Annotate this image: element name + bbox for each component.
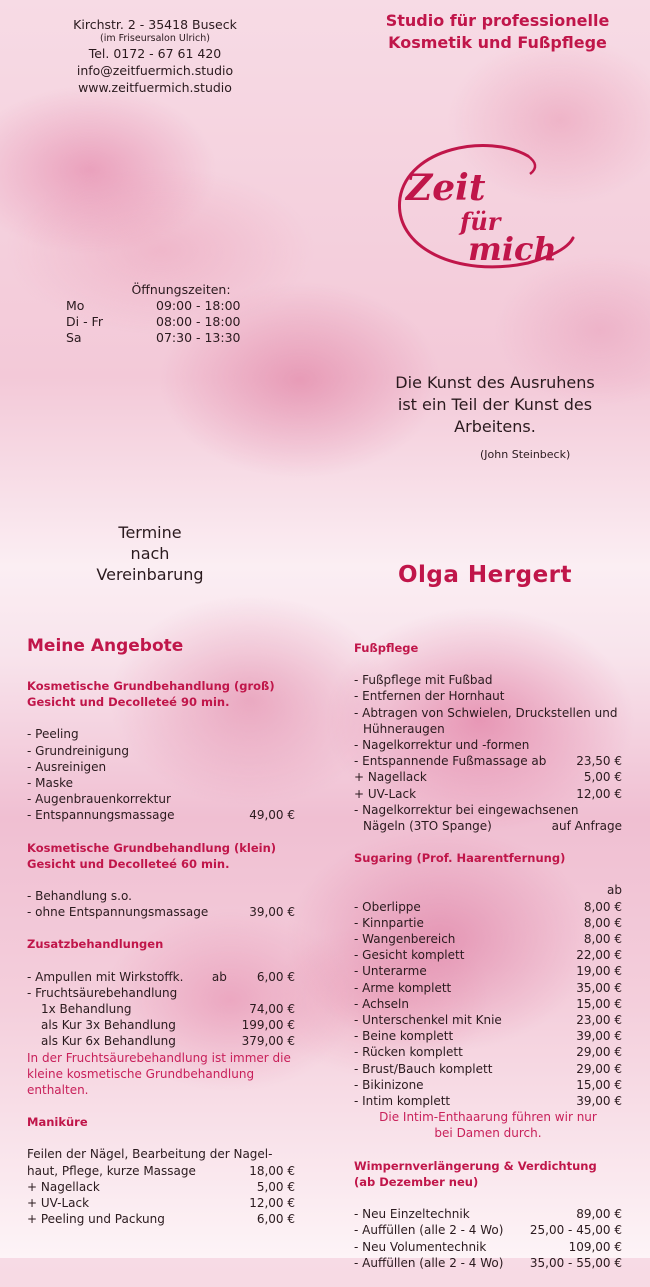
- item-name: haut, Pflege, kurze Massage: [27, 1163, 196, 1178]
- price-item: [354, 931, 622, 947]
- price-item: [354, 915, 622, 931]
- note-line: bei Damen durch.: [434, 1126, 542, 1141]
- price-item: [27, 1179, 295, 1195]
- price-item: [354, 818, 622, 834]
- appointment-note: [70, 522, 230, 585]
- item-price: 5,00 €: [256, 1179, 295, 1194]
- section-heading: [27, 840, 295, 872]
- logo-text: mich: [468, 230, 557, 268]
- item-price: 15,00 €: [576, 1077, 622, 1092]
- section-heading: [27, 936, 295, 952]
- appointment-line: nach: [130, 544, 170, 563]
- time: 07:30 - 13:30: [156, 330, 241, 345]
- item-price: 8,00 €: [583, 932, 622, 947]
- phone: Tel. 0172 - 67 61 420: [88, 46, 222, 61]
- item-name: - Entfernen der Hornhaut: [354, 689, 505, 704]
- item-price: 15,00 €: [576, 996, 622, 1011]
- price-item: [354, 1061, 622, 1077]
- section-list: [354, 640, 622, 1271]
- day: Mo: [66, 298, 85, 313]
- item-name: - Rücken komplett: [354, 1045, 463, 1060]
- item-list: [27, 969, 295, 1050]
- item-price: 29,00 €: [576, 1045, 622, 1060]
- item-name: - Oberlippe: [354, 899, 421, 914]
- item-name: - Fruchtsäurebehandlung: [27, 985, 178, 1000]
- item-price: 39,00 €: [576, 1029, 622, 1044]
- item-name: - Achseln: [354, 996, 409, 1011]
- item-name: - Fußpflege mit Fußbad: [354, 673, 493, 688]
- price-item: [354, 688, 622, 704]
- item-price: 6,00 €: [256, 969, 295, 984]
- price-item: [354, 1239, 622, 1255]
- item-name: Hühneraugen: [363, 721, 445, 736]
- address-note: (im Friseursalon Ulrich): [99, 33, 210, 44]
- item-price: 49,00 €: [249, 808, 295, 823]
- price-item: [354, 1028, 622, 1044]
- item-name: - Ampullen mit Wirkstoffk.: [27, 969, 184, 984]
- section-heading-line: Fußpflege: [354, 641, 419, 655]
- contact-block: [40, 16, 270, 96]
- item-price: 25,00 - 45,00 €: [529, 1223, 622, 1238]
- price-section: [354, 1158, 622, 1271]
- note-line: In der Fruchtsäurebehandlung ist immer die: [27, 1050, 291, 1065]
- offers-title: Meine Angebote: [27, 636, 184, 656]
- price-item: [27, 969, 295, 985]
- time: 08:00 - 18:00: [156, 314, 241, 329]
- price-item: [27, 904, 295, 920]
- section-heading-line: Maniküre: [27, 1115, 88, 1130]
- item-price: 12,00 €: [576, 786, 622, 801]
- price-item: [354, 963, 622, 979]
- price-section: [354, 850, 622, 1141]
- zeit-fuer-mich-logo: [378, 138, 578, 278]
- price-item: [354, 737, 622, 753]
- item-name: als Kur 6x Behandlung: [41, 1034, 176, 1049]
- item-price: 74,00 €: [249, 1002, 295, 1017]
- price-item: [354, 947, 622, 963]
- item-name: Feilen der Nägel, Bearbeitung der Nagel-: [27, 1147, 273, 1162]
- item-name: - Nagelkorrektur bei eingewachsenen: [354, 802, 579, 817]
- price-item: [354, 1206, 622, 1222]
- item-price: 8,00 €: [583, 899, 622, 914]
- price-item: [27, 807, 295, 823]
- price-section: [27, 678, 295, 824]
- day: Di - Fr: [66, 314, 103, 329]
- item-price: 18,00 €: [249, 1163, 295, 1178]
- price-item: [27, 775, 295, 791]
- item-list: [27, 888, 295, 920]
- item-price: 5,00 €: [583, 770, 622, 785]
- note-line: Die Intim-Enthaarung führen wir nur: [379, 1110, 597, 1125]
- logo-text: für: [460, 207, 501, 236]
- price-item: [354, 1255, 622, 1271]
- item-price: 35,00 €: [576, 980, 622, 995]
- item-name: - Unterarme: [354, 964, 427, 979]
- section-heading: [27, 678, 295, 710]
- item-price: auf Anfrage: [551, 819, 622, 834]
- item-name: - Abtragen von Schwielen, Druckstellen und: [354, 705, 618, 720]
- studio-title: [345, 10, 650, 54]
- section-heading: [354, 640, 622, 656]
- time: 09:00 - 18:00: [156, 298, 241, 313]
- item-name: - Neu Einzeltechnik: [354, 1207, 470, 1222]
- price-item: [27, 1001, 295, 1017]
- item-price: 8,00 €: [583, 915, 622, 930]
- section-list: [27, 678, 295, 1227]
- item-list: [27, 726, 295, 823]
- price-item: [27, 888, 295, 904]
- item-price: 199,00 €: [241, 1018, 295, 1033]
- section-heading-line: Sugaring (Prof. Haarentfernung): [354, 851, 566, 866]
- item-name: - Brust/Bauch komplett: [354, 1061, 493, 1076]
- price-item: [354, 980, 622, 996]
- price-item: [27, 1195, 295, 1211]
- price-item: [27, 791, 295, 807]
- item-name: - Nagelkorrektur und -formen: [354, 738, 530, 753]
- appointment-line: Termine: [118, 523, 182, 542]
- item-price: 39,00 €: [249, 905, 295, 920]
- section-heading-line: Gesicht und Decolleteé 60 min.: [27, 856, 230, 871]
- section-heading-line: (ab Dezember neu): [354, 1174, 479, 1189]
- item-name: - Intim komplett: [354, 1094, 451, 1109]
- price-item: [354, 705, 622, 721]
- appointment-line: Vereinbarung: [96, 565, 204, 584]
- price-item: [354, 786, 622, 802]
- item-name: - Behandlung s.o.: [27, 889, 132, 904]
- price-item: [354, 996, 622, 1012]
- item-price: 39,00 €: [576, 1094, 622, 1109]
- quote-line: ist ein Teil der Kunst des: [397, 395, 593, 414]
- price-item: [354, 672, 622, 688]
- opening-hours: [66, 282, 266, 346]
- item-name: Nägeln (3TO Spange): [363, 819, 492, 834]
- item-name: - Entspannende Fußmassage ab: [354, 754, 547, 769]
- item-name: - Kinnpartie: [354, 915, 424, 930]
- item-price: 35,00 - 55,00 €: [529, 1255, 622, 1270]
- item-list: [354, 882, 622, 1109]
- offers-left-column: [27, 636, 295, 1243]
- price-section: [27, 1114, 295, 1227]
- item-price: 29,00 €: [576, 1061, 622, 1076]
- hours-row: [66, 298, 266, 314]
- owner-name: Olga Hergert: [397, 562, 573, 588]
- item-name: 1x Behandlung: [41, 1002, 132, 1017]
- item-price: 22,00 €: [576, 948, 622, 963]
- item-name: - Auffüllen (alle 2 - 4 Wo): [354, 1255, 504, 1270]
- item-list: [27, 1146, 295, 1227]
- from-label: ab: [607, 883, 622, 898]
- quote: [350, 372, 640, 438]
- studio-title-line: Studio für professionelle: [385, 11, 610, 30]
- from-label: ab: [211, 969, 227, 984]
- price-item: [27, 726, 295, 742]
- item-price: 23,50 €: [576, 754, 622, 769]
- item-price: 6,00 €: [256, 1212, 295, 1227]
- item-price: 12,00 €: [249, 1196, 295, 1211]
- price-item: [354, 899, 622, 915]
- item-list: [354, 1206, 622, 1271]
- website: www.zeitfuermich.studio: [78, 80, 232, 95]
- item-name: + Nagellack: [27, 1179, 100, 1194]
- item-price: 109,00 €: [568, 1239, 622, 1254]
- price-section: [27, 936, 295, 1098]
- price-item: [27, 1163, 295, 1179]
- section-note: [354, 1109, 622, 1141]
- price-item: [354, 721, 622, 737]
- price-item: [354, 1077, 622, 1093]
- item-name: - Auffüllen (alle 2 - 4 Wo): [354, 1223, 504, 1238]
- note-line: kleine kosmetische Grundbehandlung: [27, 1066, 255, 1081]
- day: Sa: [66, 330, 82, 345]
- opening-hours-title: Öffnungszeiten:: [131, 282, 231, 297]
- price-section: [354, 640, 622, 834]
- price-item: [354, 1012, 622, 1028]
- item-price: 89,00 €: [576, 1207, 622, 1222]
- price-item: [27, 743, 295, 759]
- price-item: [354, 753, 622, 769]
- section-heading-line: Zusatzbehandlungen: [27, 937, 164, 952]
- item-name: - Augenbrauenkorrektur: [27, 792, 171, 807]
- item-name: + Peeling und Packung: [27, 1212, 165, 1227]
- item-price: 23,00 €: [576, 1013, 622, 1028]
- item-name: - Entspannungsmassage: [27, 808, 175, 823]
- item-name: - Gesicht komplett: [354, 948, 465, 963]
- item-name: - Beine komplett: [354, 1029, 454, 1044]
- item-name: - Wangenbereich: [354, 932, 456, 947]
- price-item: [27, 985, 295, 1001]
- section-note: [27, 1050, 295, 1099]
- offers-right-column: [354, 640, 622, 1287]
- price-item: [27, 1017, 295, 1033]
- price-item: [354, 1222, 622, 1238]
- price-item: [27, 759, 295, 775]
- section-heading: [27, 1114, 295, 1130]
- price-item: [27, 1146, 295, 1162]
- address: Kirchstr. 2 - 35418 Buseck: [73, 17, 237, 32]
- item-name: - Peeling: [27, 727, 79, 742]
- item-name: + UV-Lack: [27, 1196, 90, 1211]
- item-name: - Maske: [27, 776, 74, 791]
- studio-title-line: Kosmetik und Fußpflege: [388, 33, 607, 52]
- section-heading: [354, 850, 622, 866]
- price-item: [27, 1033, 295, 1049]
- section-heading-line: Kosmetische Grundbehandlung (klein): [27, 840, 277, 855]
- section-heading-line: Gesicht und Decolleteé 90 min.: [27, 695, 230, 710]
- item-price: 19,00 €: [576, 964, 622, 979]
- logo-text: Zeit: [406, 167, 486, 209]
- hours-row: [66, 330, 266, 346]
- item-list: [354, 672, 622, 834]
- item-price: 379,00 €: [241, 1034, 295, 1049]
- price-item: [354, 802, 622, 818]
- item-name: - ohne Entspannungsmassage: [27, 905, 209, 920]
- item-name: - Bikinizone: [354, 1077, 424, 1092]
- price-item: [354, 1093, 622, 1109]
- item-name: - Neu Volumentechnik: [354, 1239, 487, 1254]
- quote-line: Arbeitens.: [454, 417, 536, 436]
- price-item: [354, 769, 622, 785]
- price-item: [354, 1044, 622, 1060]
- hours-row: [66, 314, 266, 330]
- section-heading: [354, 1158, 622, 1190]
- email: info@zeitfuermich.studio: [76, 63, 234, 78]
- section-heading-line: Wimpernverlängerung & Verdichtung: [354, 1158, 597, 1173]
- item-name: - Arme komplett: [354, 980, 452, 995]
- section-heading-line: Kosmetische Grundbehandlung (groß): [27, 679, 275, 693]
- note-line: enthalten.: [27, 1083, 89, 1098]
- item-name: - Ausreinigen: [27, 759, 107, 774]
- item-name: + UV-Lack: [354, 786, 417, 801]
- price-item: [27, 1211, 295, 1227]
- price-section: [27, 840, 295, 921]
- item-name: - Unterschenkel mit Knie: [354, 1013, 502, 1028]
- item-name: + Nagellack: [354, 770, 427, 785]
- item-name: - Grundreinigung: [27, 743, 129, 758]
- item-name: als Kur 3x Behandlung: [41, 1018, 176, 1033]
- quote-author: (John Steinbeck): [480, 448, 571, 461]
- quote-line: Die Kunst des Ausruhens: [395, 373, 595, 392]
